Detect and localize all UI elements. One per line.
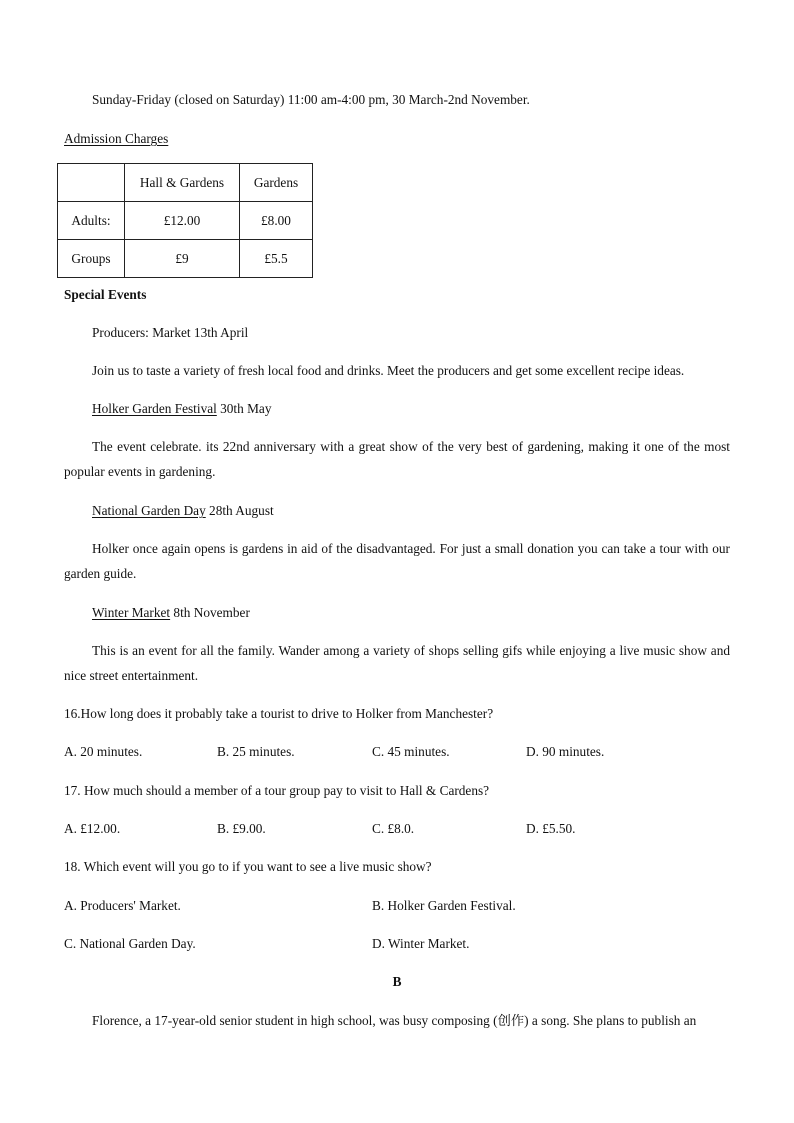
table-row — [58, 240, 313, 278]
special-events-heading: Special Events — [64, 287, 147, 302]
event-date: 13th April — [190, 325, 249, 340]
question-18-option: A. Producers' Market. — [64, 898, 181, 913]
question-16-option: D. 90 minutes. — [526, 744, 605, 759]
table-header-cell: Gardens — [240, 164, 313, 202]
question-16-stem: 16.How long does it probably take a tourist to drive to Holker from Manchester? — [64, 706, 494, 721]
section-b-label: B — [392, 974, 402, 989]
event-description: Holker once again opens is gardens in aid of the disadvantaged. For just a small donation you can take a tour with our garden guide. — [64, 541, 730, 581]
table-cell: Adults: — [58, 202, 125, 240]
table-cell: £5.5 — [240, 240, 313, 278]
question-18-stem: 18. Which event will you go to if you want to see a live music show? — [64, 859, 432, 874]
event-date: 28th August — [205, 503, 274, 518]
question-18-option: B. Holker Garden Festival. — [372, 898, 516, 913]
admission-heading: Admission Charges — [64, 131, 169, 146]
section-b-first-line: Florence, a 17-year-old senior student in high school, was busy composing (创作) a song. She plans to publish an — [92, 1013, 697, 1028]
question-16-option: A. 20 minutes. — [64, 744, 143, 759]
question-18-option: C. National Garden Day. — [64, 936, 196, 951]
event-name: National Garden Day — [92, 503, 206, 518]
table-row — [58, 202, 313, 240]
question-17-option: A. £12.00. — [64, 821, 121, 836]
event-description: Join us to taste a variety of fresh local food and drinks. Meet the producers and get some excellent recipe ideas. — [92, 363, 685, 378]
event-name: Producers: Market — [92, 325, 191, 340]
event-description: The event celebrate. its 22nd anniversary with a great show of the very best of gardening, making it one of the most popular events in gardening. — [64, 439, 730, 479]
question-17-option: C. £8.0. — [372, 821, 415, 836]
table-cell: Groups — [58, 240, 125, 278]
question-17-option: B. £9.00. — [217, 821, 266, 836]
table-cell: £9 — [125, 240, 240, 278]
event-title — [92, 402, 271, 415]
event-date: 8th November — [170, 605, 250, 620]
event-title — [92, 606, 250, 619]
event-name: Holker Garden Festival — [92, 401, 217, 416]
question-16-option: C. 45 minutes. — [372, 744, 450, 759]
opening-hours: Sunday-Friday (closed on Saturday) 11:00 am-4:00 pm, 30 March-2nd November. — [92, 92, 530, 107]
event-name: Winter Market — [92, 605, 171, 620]
question-17-stem: 17. How much should a member of a tour group pay to visit to Hall & Cardens? — [64, 783, 490, 798]
table-cell: £8.00 — [240, 202, 313, 240]
admission-table — [57, 163, 313, 278]
table-header-cell — [58, 164, 125, 202]
event-title — [92, 326, 248, 339]
table-header-cell: Hall & Gardens — [125, 164, 240, 202]
question-18-option: D. Winter Market. — [372, 936, 470, 951]
question-17-option: D. £5.50. — [526, 821, 576, 836]
question-16-option: B. 25 minutes. — [217, 744, 295, 759]
event-description: This is an event for all the family. Wander among a variety of shops selling gifs while enjoying a live music show and nice street entertainment. — [64, 643, 730, 683]
table-header-row — [58, 164, 313, 202]
event-title — [92, 504, 274, 517]
table-cell: £12.00 — [125, 202, 240, 240]
event-date: 30th May — [216, 401, 272, 416]
